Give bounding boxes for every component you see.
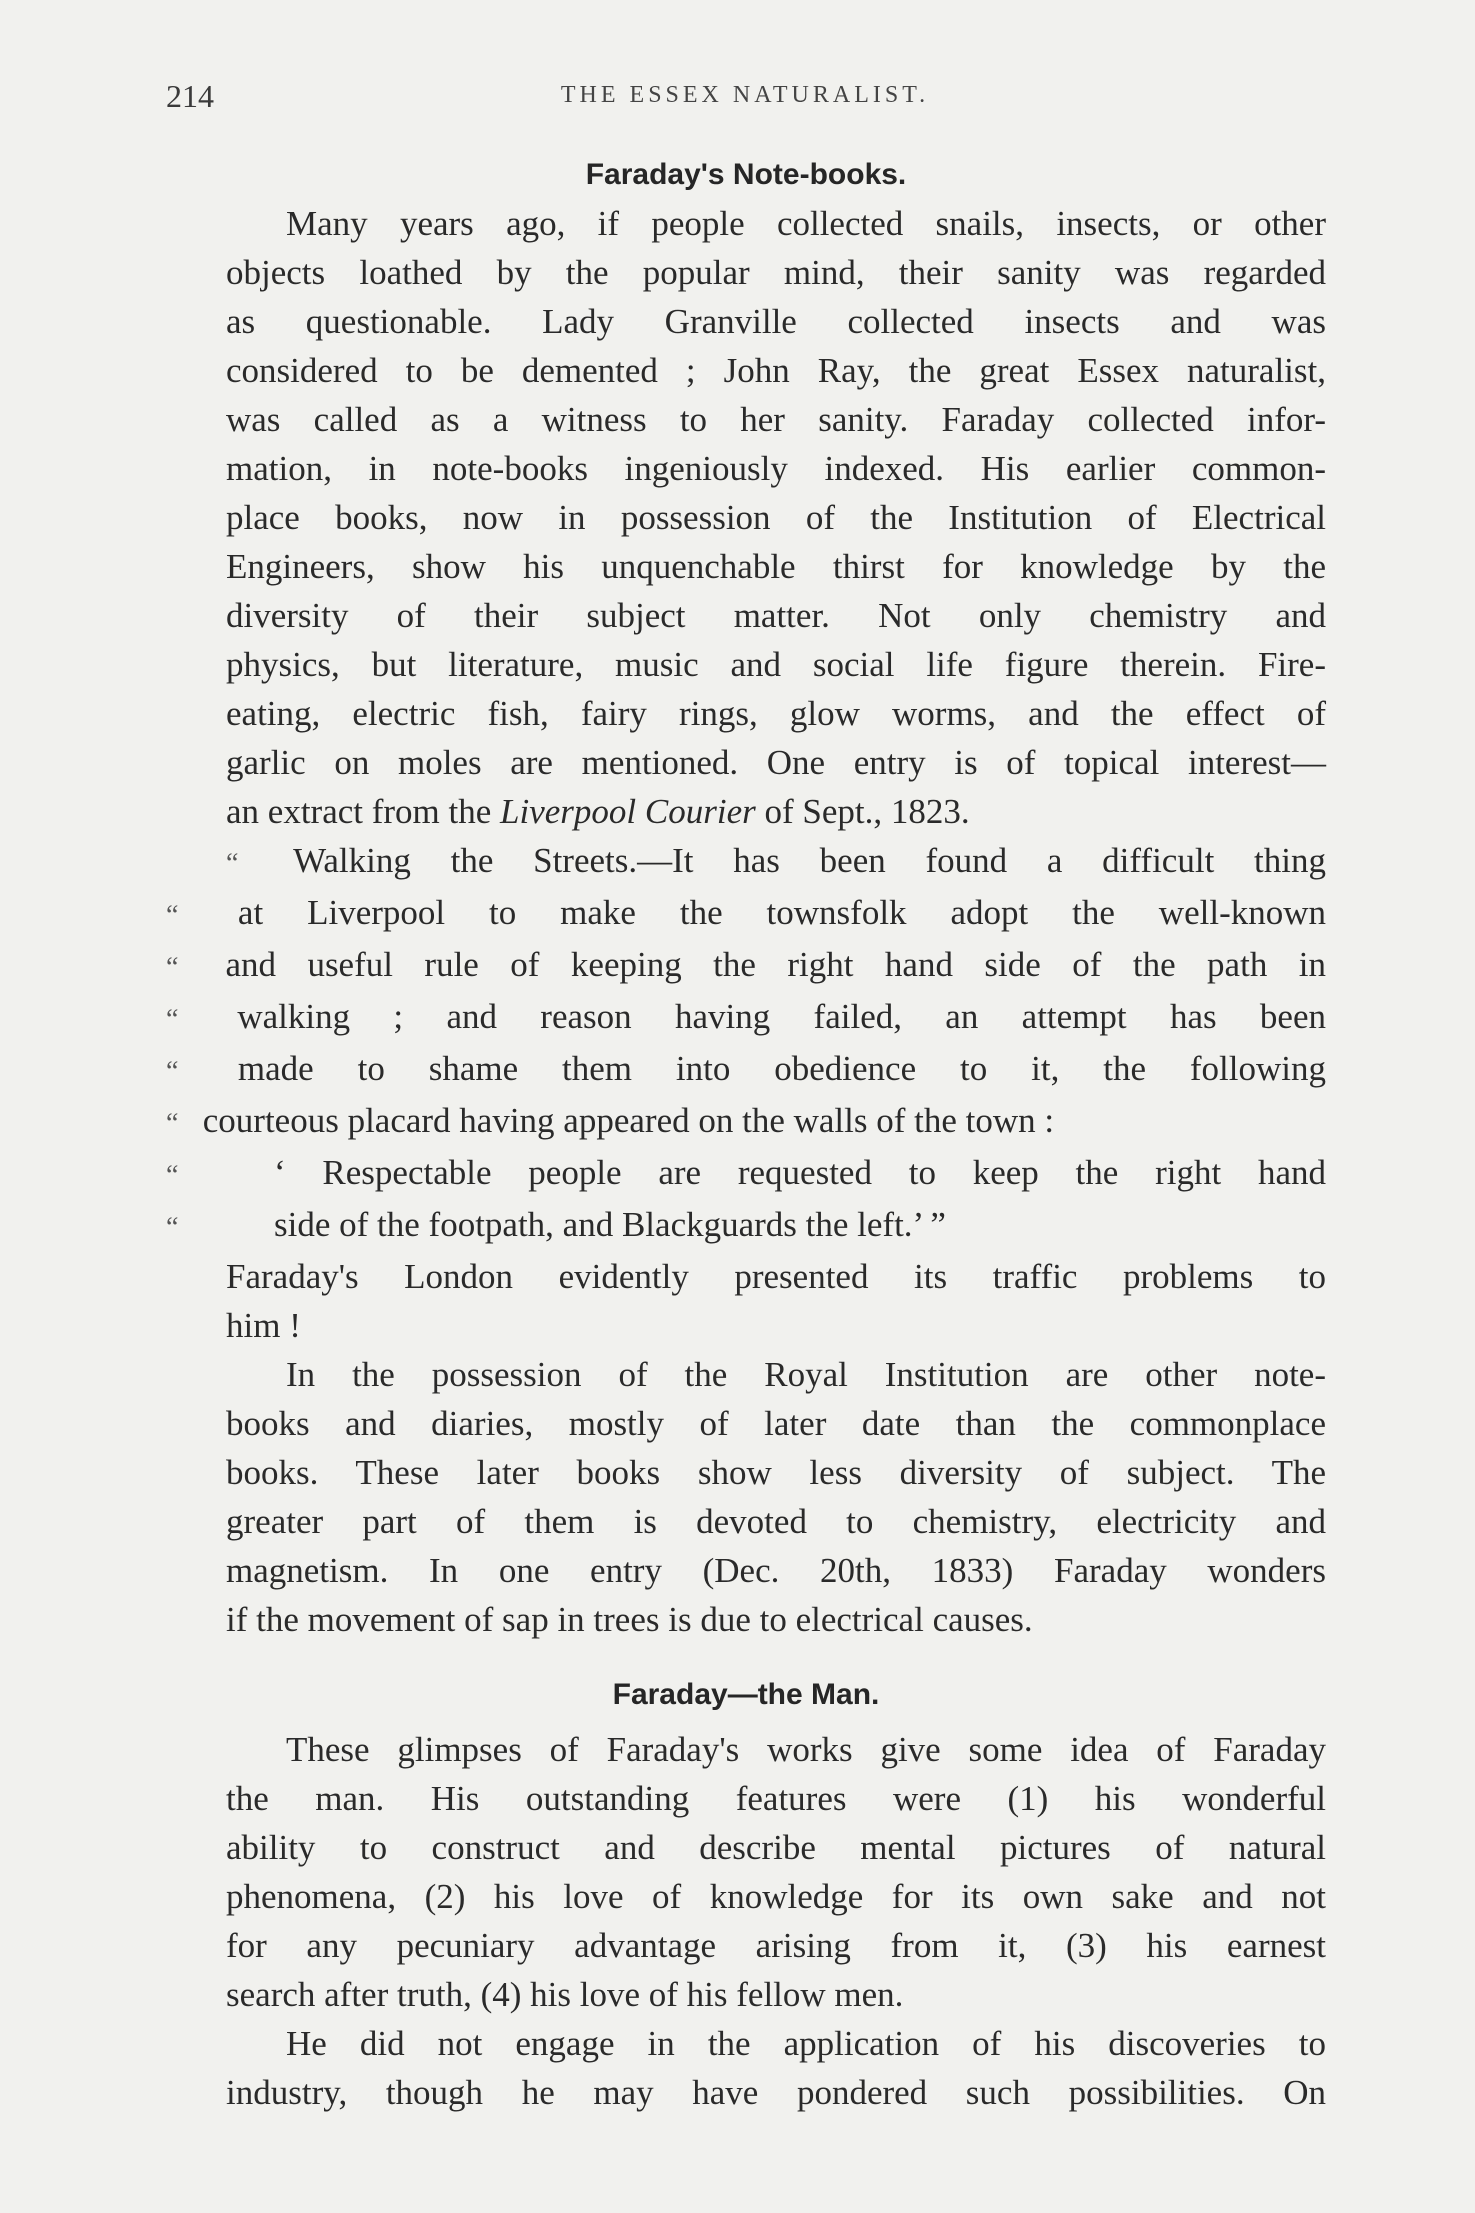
paragraph-after-quote: [166, 1252, 1326, 1350]
text-line: greater part of them is devoted to chemistry, electricity and: [226, 1502, 1326, 1541]
quote-line: “ courteous placard having appeared on the walls of the town :: [166, 1101, 1055, 1140]
text-line: him !: [226, 1306, 301, 1345]
text-line: diversity of their subject matter. Not only chemistry and: [226, 596, 1326, 635]
text-line: physics, but literature, music and social life figure therein. Fire-: [226, 645, 1326, 684]
text-line: He did not engage in the application of his discoveries to: [286, 2024, 1326, 2063]
text-line: In the possession of the Royal Institution are other note-: [286, 1355, 1326, 1394]
text-line: the man. His outstanding features were (1) his wonderful: [226, 1779, 1326, 1818]
text-line: considered to be demented ; John Ray, the great Essex naturalist,: [226, 351, 1326, 390]
text-line: industry, though he may have pondered such possibilities. On: [226, 2073, 1326, 2112]
text-line: Faraday's London evidently presented its traffic problems to: [226, 1257, 1326, 1296]
text-line: garlic on moles are mentioned. One entry is of topical interest—: [226, 743, 1326, 782]
quote-line: “ walking ; and reason having failed, an attempt has been: [166, 997, 1326, 1036]
text-line: books. These later books show less diversity of subject. The: [226, 1453, 1326, 1492]
text-line: Many years ago, if people collected snails, insects, or other: [286, 204, 1326, 243]
text-line: ability to construct and describe mental pictures of natural: [226, 1828, 1326, 1867]
page-number: 214: [166, 78, 214, 114]
text-line: was called as a witness to her sanity. Faraday collected infor-: [226, 400, 1326, 439]
text-line: Engineers, show his unquenchable thirst for knowledge by the: [226, 547, 1326, 586]
text-line: eating, electric fish, fairy rings, glow worms, and the effect of: [226, 694, 1326, 733]
text-line: if the movement of sap in trees is due to electrical causes.: [226, 1600, 1033, 1639]
text-line: search after truth, (4) his love of his fellow men.: [226, 1975, 904, 2014]
section-heading-note-books: Faraday's Note-books.: [585, 158, 907, 191]
paragraph-the-man-1: [166, 1725, 1326, 2019]
paragraph-note-books-2: [166, 1350, 1326, 1644]
quote-line: “ ‘ Respectable people are requested to keep the right hand: [166, 1153, 1326, 1192]
quote-line: “ at Liverpool to make the townsfolk adopt the well-known: [166, 893, 1326, 932]
quote-line: “ and useful rule of keeping the right hand side of the path in: [166, 945, 1326, 984]
text-line: mation, in note-books ingeniously indexed. His earlier common-: [226, 449, 1326, 488]
text-line: as questionable. Lady Granville collected insects and was: [226, 302, 1326, 341]
text-line: These glimpses of Faraday's works give some idea of Faraday: [286, 1730, 1326, 1769]
paragraph-the-man-2: [166, 2019, 1326, 2117]
text-line: magnetism. In one entry (Dec. 20th, 1833) Faraday wonders: [226, 1551, 1326, 1590]
paragraph-note-books-1: [166, 199, 1326, 836]
text-line: phenomena, (2) his love of knowledge for its own sake and not: [226, 1877, 1326, 1916]
journal-title: THE ESSEX NATURALIST.: [560, 82, 930, 108]
body-text: [166, 150, 1326, 2117]
text-line: for any pecuniary advantage arising from it, (3) his earnest: [226, 1926, 1326, 1965]
running-head: [166, 78, 1324, 122]
quote-line: “ Walking the Streets.—It has been found a difficult thing: [226, 841, 1326, 880]
quoted-extract: [166, 836, 1326, 1252]
quote-line: “ side of the footpath, and Blackguards the left.’ ”: [166, 1205, 946, 1244]
text-line: objects loathed by the popular mind, their sanity was regarded: [226, 253, 1326, 292]
section-heading-the-man: Faraday—the Man.: [612, 1678, 880, 1711]
text-line: books and diaries, mostly of later date than the commonplace: [226, 1404, 1326, 1443]
text-line: an extract from the Liverpool Courier of Sept., 1823.: [226, 792, 970, 831]
text-line: place books, now in possession of the Institution of Electrical: [226, 498, 1326, 537]
newspaper-title: Liverpool Courier: [500, 792, 756, 831]
quote-line: “ made to shame them into obedience to it, the following: [166, 1049, 1326, 1088]
